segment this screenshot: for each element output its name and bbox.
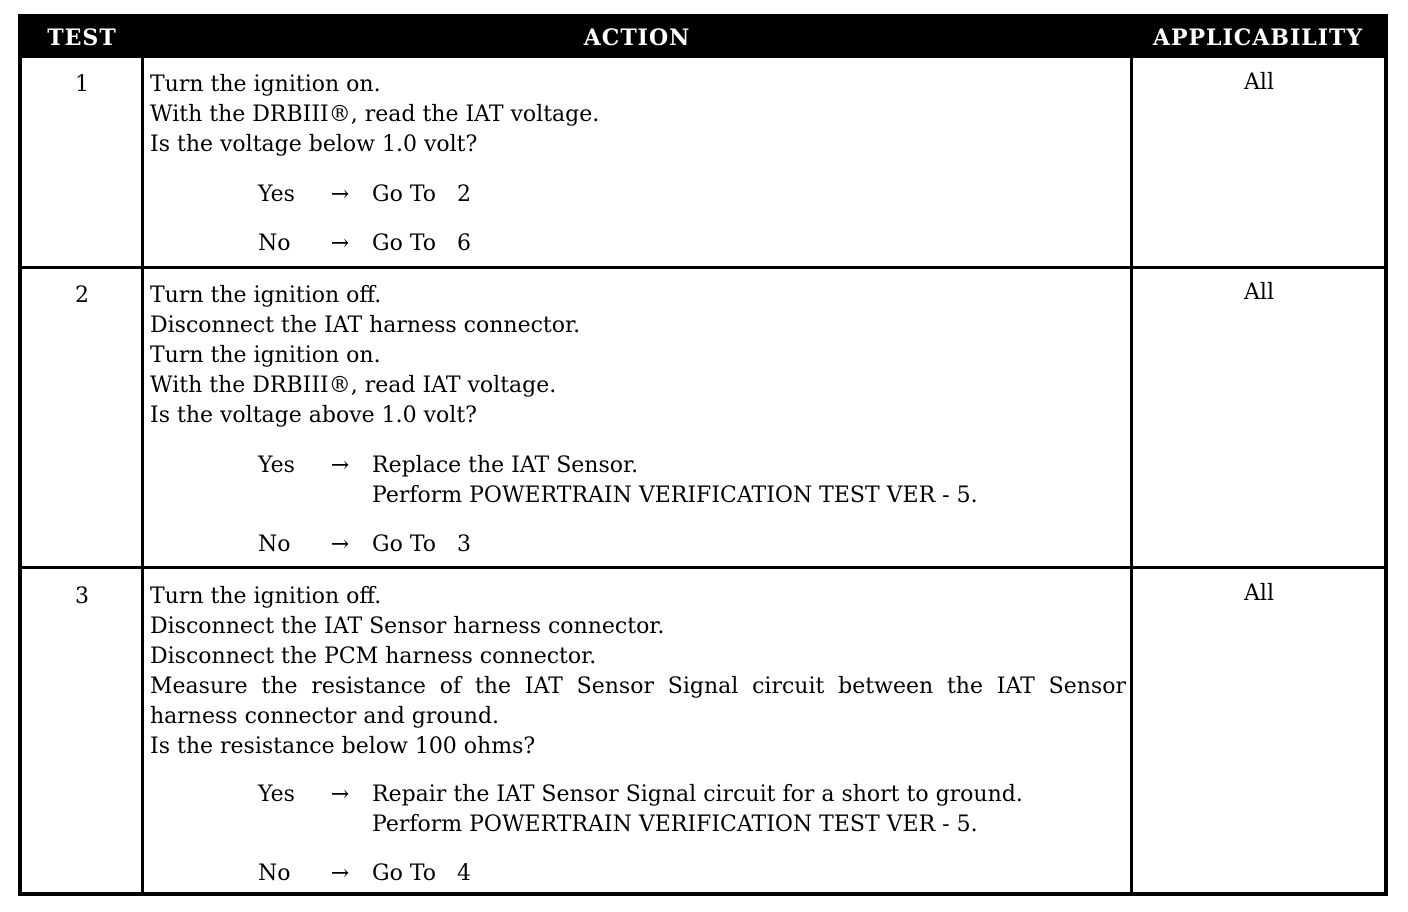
result-text: Go To 2: [372, 182, 471, 207]
action-step: Turn the ignition on.: [150, 343, 381, 368]
yes-label: Yes: [258, 182, 295, 207]
diagnostic-test-table: [18, 14, 1388, 896]
action-step: With the DRBIII®, read the IAT voltage.: [150, 102, 600, 127]
arrow-right-icon: →: [330, 861, 350, 886]
action-step: Turn the ignition on.: [150, 72, 381, 97]
action-step: Is the voltage below 1.0 volt?: [150, 132, 478, 157]
applicability-value: All: [1244, 70, 1274, 95]
action-step: Disconnect the IAT harness connector.: [150, 313, 581, 338]
action-step: Measure the resistance of the IAT Sensor Signal circuit between the IAT Sensor: [150, 674, 1126, 699]
applicability-value: All: [1244, 280, 1274, 305]
column-divider: [141, 58, 144, 896]
action-step: harness connector and ground.: [150, 704, 500, 729]
arrow-right-icon: →: [330, 453, 350, 478]
result-text: Replace the IAT Sensor.: [372, 453, 639, 478]
arrow-right-icon: →: [330, 231, 350, 256]
result-text: Go To 3: [372, 532, 471, 557]
applicability-value: All: [1244, 581, 1274, 606]
header-action: ACTION: [583, 25, 691, 51]
action-steps: [150, 70, 1126, 160]
row-divider: [22, 566, 1384, 569]
action-step: Is the voltage above 1.0 volt?: [150, 403, 477, 428]
action-step: Turn the ignition off.: [150, 283, 382, 308]
no-label: No: [258, 861, 291, 886]
test-number: 1: [75, 72, 89, 97]
test-number: 2: [75, 283, 89, 308]
result-text: Repair the IAT Sensor Signal circuit for a short to ground.: [372, 782, 1023, 807]
action-step: Disconnect the PCM harness connector.: [150, 644, 597, 669]
header-applicability: APPLICABILITY: [1152, 25, 1364, 51]
column-divider: [1130, 58, 1133, 896]
action-step: Is the resistance below 100 ohms?: [150, 734, 536, 759]
arrow-right-icon: →: [330, 182, 350, 207]
table-header: [22, 18, 1384, 58]
no-label: No: [258, 231, 291, 256]
test-number: 3: [75, 584, 89, 609]
result-text: Go To 4: [372, 861, 471, 886]
result-text: Perform POWERTRAIN VERIFICATION TEST VER - 5.: [372, 483, 978, 508]
yes-label: Yes: [258, 453, 295, 478]
action-step: With the DRBIII®, read IAT voltage.: [150, 373, 557, 398]
arrow-right-icon: →: [330, 532, 350, 557]
action-steps: [150, 281, 1126, 431]
row-divider: [22, 266, 1384, 269]
arrow-right-icon: →: [330, 782, 350, 807]
yes-label: Yes: [258, 782, 295, 807]
no-label: No: [258, 532, 291, 557]
action-step: Disconnect the IAT Sensor harness connector.: [150, 614, 665, 639]
action-step: Turn the ignition off.: [150, 584, 382, 609]
result-text: Perform POWERTRAIN VERIFICATION TEST VER - 5.: [372, 812, 978, 837]
action-steps: [150, 582, 1126, 762]
header-test: TEST: [47, 25, 117, 51]
result-text: Go To 6: [372, 231, 471, 256]
